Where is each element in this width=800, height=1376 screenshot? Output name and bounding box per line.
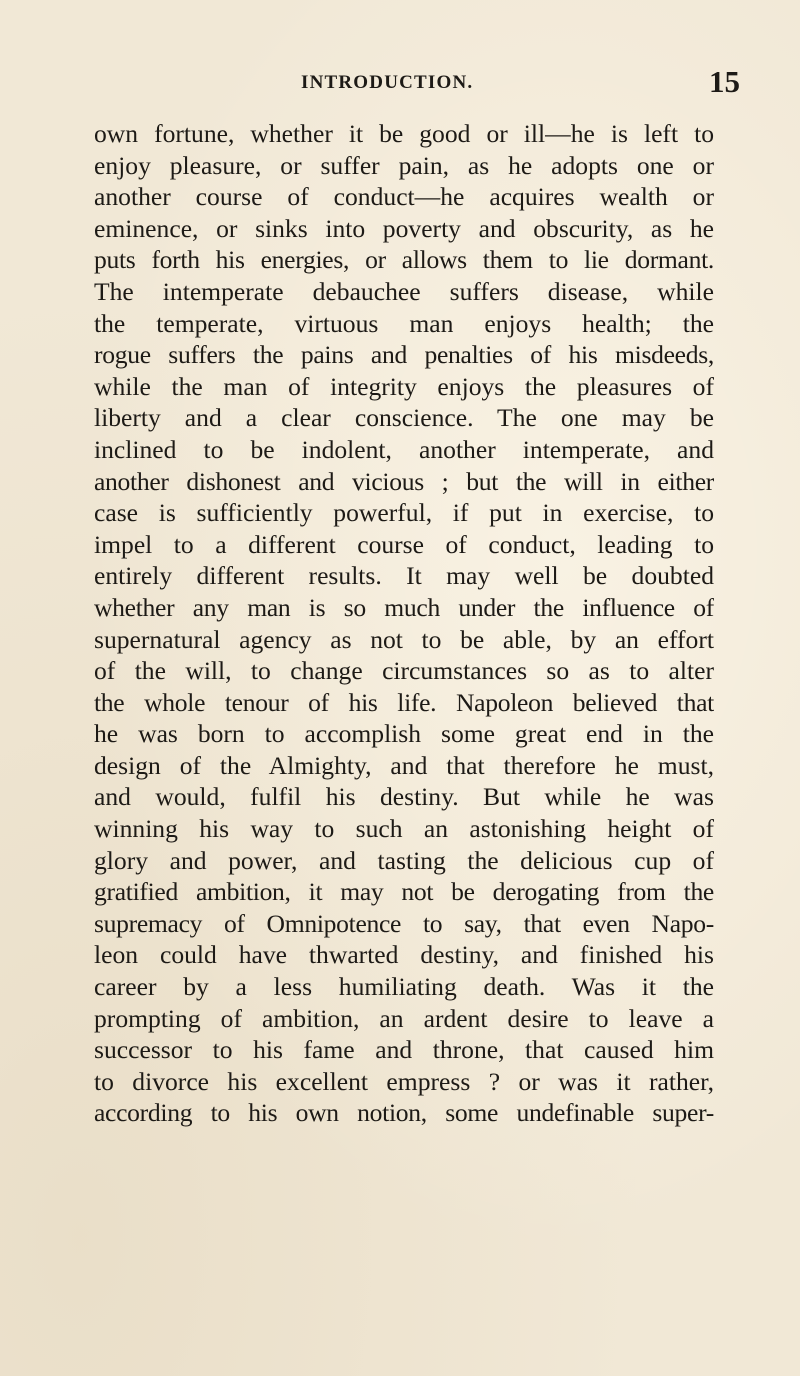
text-line: while the man of integrity enjoys the pleasures of (94, 371, 714, 401)
text-line: successor to his fame and throne, that caused him (94, 1035, 714, 1065)
text-line: the whole tenour of his life. Napoleon believed that (94, 687, 714, 717)
text-line: glory and power, and tasting the delicious cup of (94, 845, 714, 875)
text-line: design of the Almighty, and that therefore he must, (94, 750, 714, 780)
text-line: leon could have thwarted destiny, and finished his (94, 940, 714, 970)
text-line: another course of conduct—he acquires wealth or (94, 182, 714, 212)
text-line: according to his own notion, some undefinable super- (94, 1098, 714, 1128)
text-line: puts forth his energies, or allows them to lie dormant. (94, 245, 714, 275)
text-line: impel to a different course of conduct, leading to (94, 529, 714, 559)
text-line: entirely different results. It may well be doubted (94, 561, 714, 591)
text-line: career by a less humiliating death. Was it the (94, 972, 714, 1002)
text-line: supernatural agency as not to be able, by an effort (94, 624, 714, 654)
text-line: own fortune, whether it be good or ill—he is left to (94, 119, 714, 148)
text-line: and would, fulfil his destiny. But while he was (94, 782, 714, 812)
text-line: the temperate, virtuous man enjoys health; the (94, 308, 714, 338)
text-line: he was born to accomplish some great end in the (94, 719, 714, 749)
running-head (0, 64, 800, 110)
text-line: enjoy pleasure, or suffer pain, as he adopts one or (94, 150, 714, 180)
text-line: whether any man is so much under the influence of (94, 592, 714, 622)
text-line: eminence, or sinks into poverty and obscurity, as he (94, 213, 714, 243)
text-line: case is sufficiently powerful, if put in exercise, to (94, 498, 714, 528)
text-line: liberty and a clear conscience. The one may be (94, 403, 714, 433)
text-line: supremacy of Omnipotence to say, that even Napo- (94, 908, 714, 938)
text-line: inclined to be indolent, another intemperate, and (94, 434, 714, 464)
text-line: winning his way to such an astonishing height of (94, 814, 714, 844)
text-line: of the will, to change circumstances so as to alter (94, 656, 714, 686)
text-line: gratified ambition, it may not be derogating from the (94, 877, 714, 907)
text-line: The intemperate debauchee suffers disease, while (94, 276, 714, 306)
running-title: INTRODUCTION. (301, 72, 474, 93)
body-text (94, 118, 714, 1129)
text-line: prompting of ambition, an ardent desire to leave a (94, 1003, 714, 1033)
text-line: another dishonest and vicious ; but the will in either (94, 466, 714, 496)
text-line: rogue suffers the pains and penalties of his misdeeds, (94, 340, 714, 370)
page-number: 15 (709, 64, 740, 99)
text-line: to divorce his excellent empress ? or was it rather, (94, 1066, 714, 1096)
